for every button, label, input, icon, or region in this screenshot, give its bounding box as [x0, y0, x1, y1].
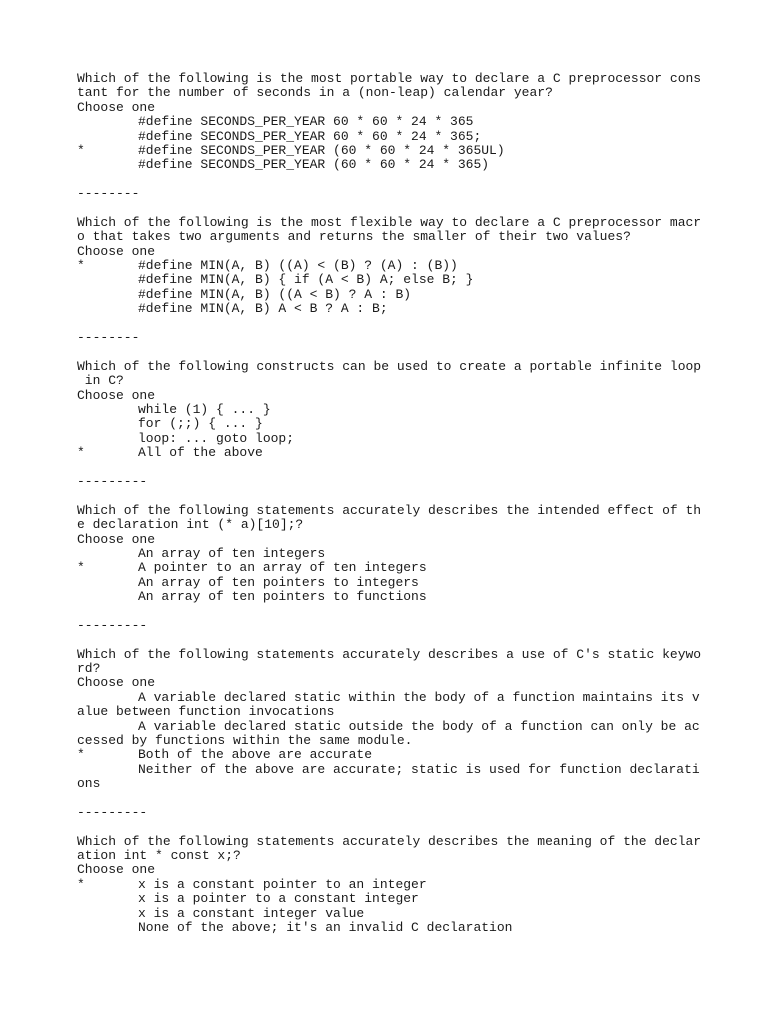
- correct-marker: [77, 432, 138, 446]
- answer-option: [77, 561, 717, 575]
- question-block: [77, 504, 717, 648]
- correct-marker: *: [77, 747, 85, 763]
- answer-option: [77, 907, 717, 921]
- answer-option: [77, 748, 717, 762]
- correct-marker: *: [77, 258, 85, 274]
- answer-option: [77, 763, 717, 777]
- correct-marker: [77, 590, 138, 604]
- answer-option: [77, 921, 717, 935]
- option-text: An array of ten pointers to functions: [138, 589, 427, 605]
- question-block: [77, 648, 717, 835]
- question-block: [77, 835, 717, 936]
- quiz-document: [77, 72, 717, 935]
- option-text: x is a constant integer value: [138, 905, 365, 921]
- option-text: None of the above; it's an invalid C declaration: [138, 920, 513, 936]
- correct-marker: *: [77, 876, 85, 892]
- correct-marker: [77, 720, 138, 734]
- option-text-wrap: alue between function invocations: [77, 704, 335, 720]
- option-text: x is a constant pointer to an integer: [138, 876, 427, 892]
- question-text: Which of the following is the most portable way to declare a C preprocessor cons: [77, 71, 702, 86]
- separator: ---------: [77, 804, 148, 820]
- question-text: o that takes two arguments and returns the smaller of their two values?: [77, 229, 631, 245]
- option-text: All of the above: [138, 445, 263, 461]
- correct-marker: [77, 417, 138, 431]
- answer-option: [77, 892, 717, 906]
- answer-option: [77, 403, 717, 417]
- option-text: #define SECONDS_PER_YEAR 60 * 60 * 24 * 365;: [138, 128, 482, 144]
- separator: --------: [77, 186, 140, 202]
- option-text: An array of ten integers: [138, 545, 326, 561]
- choose-label: Choose one: [77, 531, 156, 547]
- question-block: [77, 72, 717, 216]
- question-text: Which of the following statements accurately describes the intended effect of th: [77, 502, 702, 518]
- choose-label: Choose one: [77, 99, 156, 115]
- question-text: Which of the following constructs can be used to create a portable infinite loop: [77, 358, 702, 374]
- option-text: #define MIN(A, B) ((A) < (B) ? (A) : (B)): [138, 258, 458, 274]
- choose-label: Choose one: [77, 675, 156, 691]
- answer-option: [77, 590, 717, 604]
- answer-option: [77, 130, 717, 144]
- correct-marker: [77, 576, 138, 590]
- option-text: #define MIN(A, B) A < B ? A : B;: [138, 301, 388, 317]
- correct-marker: [77, 907, 138, 921]
- choose-label: Choose one: [77, 243, 156, 259]
- correct-marker: [77, 130, 138, 144]
- option-text: while (1) { ... }: [138, 401, 271, 417]
- answer-option: [77, 273, 717, 287]
- option-text: Both of the above are accurate: [138, 747, 373, 763]
- option-text: x is a pointer to a constant integer: [138, 891, 419, 907]
- option-text: #define MIN(A, B) ((A < B) ? A : B): [138, 286, 412, 302]
- option-text: A pointer to an array of ten integers: [138, 560, 427, 576]
- question-text: tant for the number of seconds in a (non-leap) calendar year?: [77, 85, 553, 101]
- question-text: in C?: [77, 373, 124, 389]
- answer-option: [77, 288, 717, 302]
- answer-option: [77, 144, 717, 158]
- option-text: loop: ... goto loop;: [138, 430, 295, 446]
- option-text: #define MIN(A, B) { if (A < B) A; else B; }: [138, 272, 474, 288]
- option-text: A variable declared static within the body of a function maintains its v: [138, 689, 700, 705]
- question-text: Which of the following statements accurately describes a use of C's static keywo: [77, 646, 702, 662]
- question-block: [77, 216, 717, 360]
- correct-marker: [77, 158, 138, 172]
- question-text: Which of the following statements accurately describes the meaning of the declar: [77, 833, 702, 849]
- correct-marker: [77, 273, 138, 287]
- correct-marker: [77, 115, 138, 129]
- answer-option: [77, 432, 717, 446]
- question-text: e declaration int (* a)[10];?: [77, 517, 304, 533]
- option-text: #define SECONDS_PER_YEAR (60 * 60 * 24 * 365): [138, 157, 490, 173]
- separator: ---------: [77, 617, 148, 633]
- correct-marker: [77, 547, 138, 561]
- question-text: rd?: [77, 661, 101, 677]
- correct-marker: [77, 892, 138, 906]
- answer-option: [77, 302, 717, 316]
- correct-marker: [77, 691, 138, 705]
- correct-marker: *: [77, 560, 85, 576]
- correct-marker: [77, 288, 138, 302]
- answer-option: [77, 576, 717, 590]
- separator: ---------: [77, 473, 148, 489]
- answer-option: [77, 878, 717, 892]
- answer-option: [77, 115, 717, 129]
- correct-marker: [77, 403, 138, 417]
- correct-marker: *: [77, 445, 85, 461]
- question-block: [77, 360, 717, 504]
- option-text: Neither of the above are accurate; static is used for function declarati: [138, 761, 700, 777]
- choose-label: Choose one: [77, 387, 156, 403]
- option-text: for (;;) { ... }: [138, 416, 263, 432]
- correct-marker: [77, 763, 138, 777]
- separator: --------: [77, 330, 140, 346]
- answer-option: [77, 446, 717, 460]
- option-text: A variable declared static outside the body of a function can only be ac: [138, 718, 700, 734]
- correct-marker: [77, 921, 138, 935]
- option-text-wrap: cessed by functions within the same module.: [77, 732, 413, 748]
- choose-label: Choose one: [77, 862, 156, 878]
- option-text: #define SECONDS_PER_YEAR 60 * 60 * 24 * 365: [138, 114, 474, 130]
- question-text: Which of the following is the most flexible way to declare a C preprocessor macr: [77, 214, 702, 230]
- answer-option: [77, 259, 717, 273]
- answer-option: [77, 720, 717, 734]
- correct-marker: [77, 302, 138, 316]
- question-text: ation int * const x;?: [77, 848, 241, 864]
- option-text: #define SECONDS_PER_YEAR (60 * 60 * 24 * 365UL): [138, 142, 505, 158]
- answer-option: [77, 547, 717, 561]
- answer-option: [77, 691, 717, 705]
- answer-option: [77, 158, 717, 172]
- answer-option: [77, 417, 717, 431]
- option-text: An array of ten pointers to integers: [138, 574, 419, 590]
- correct-marker: *: [77, 142, 85, 158]
- option-text-wrap: ons: [77, 776, 101, 792]
